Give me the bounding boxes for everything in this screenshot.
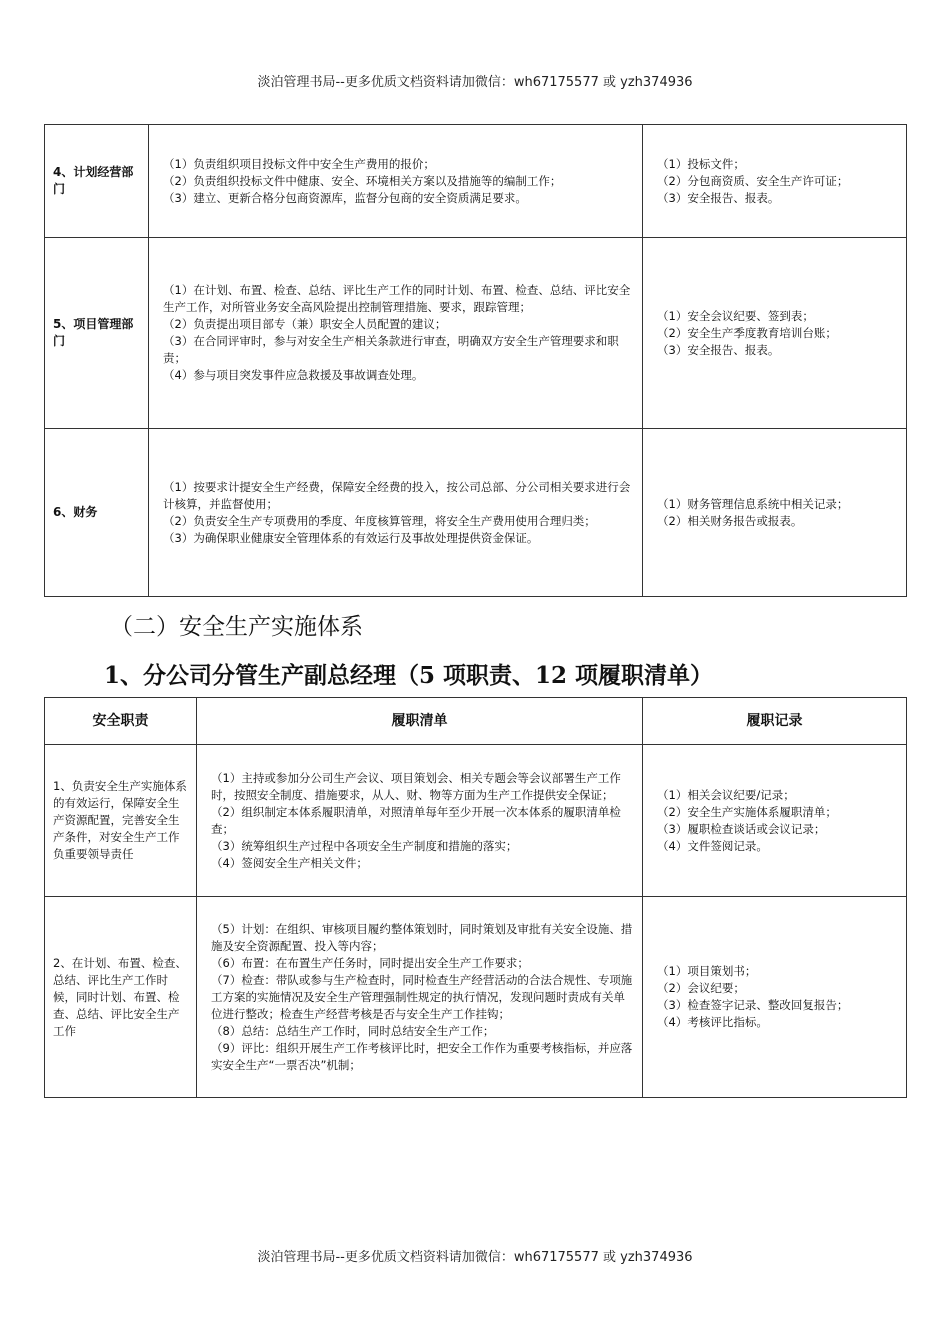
list-item: （3）安全报告、报表。 — [657, 342, 780, 357]
responsibility-table-vp-production — [44, 697, 907, 1098]
list-item: （2）负责提出项目部专（兼）职安全人员配置的建议； — [163, 317, 447, 331]
column-header-checklist: 履职清单 — [197, 698, 643, 745]
list-item: （4）文件签阅记录。 — [657, 838, 768, 853]
list-item: （1）投标文件； — [657, 156, 745, 171]
table-row — [45, 897, 907, 1098]
list-item: （1）安全会议纪要、签到表； — [657, 308, 814, 323]
list-item: （2）组织制定本体系履职清单，对照清单每年至少开展一次本体系的履职清单检查； — [211, 804, 621, 836]
table-row — [45, 745, 907, 897]
list-item: （1）主持或参加分公司生产会议、项目策划会、相关专题会等会议部署生产工作时，按照安全制度、措施要求，从人、财、物等方面为生产工作提供安全保证； — [211, 770, 621, 802]
list-item: （3）统筹组织生产过程中各项安全生产制度和措施的落实； — [211, 838, 518, 853]
list-item: （1）财务管理信息系统中相关记录； — [657, 496, 849, 511]
list-item: （1）项目策划书； — [657, 964, 757, 978]
table-row — [45, 238, 907, 429]
responsibility-table-departments — [44, 124, 907, 597]
list-item: （2）分包商资质、安全生产许可证； — [657, 173, 849, 188]
list-item: （4）签阅安全生产相关文件； — [211, 855, 368, 870]
table-row — [45, 429, 907, 597]
duty-list-cell — [149, 125, 643, 238]
list-item: （9）评比：组织开展生产工作考核评比时，把安全工作作为重要考核指标，并应落实安全生产“一票否决”机制； — [211, 1040, 633, 1072]
list-item: （2）负责安全生产专项费用的季度、年度核算管理，将安全生产费用使用合理归类； — [163, 513, 596, 528]
column-header-duty: 安全职责 — [45, 698, 197, 745]
list-item: （3）检查签字记录、整改回复报告； — [657, 998, 849, 1012]
list-item: （2）负责组织投标文件中健康、安全、环境相关方案以及措施等的编制工作； — [163, 173, 562, 188]
list-item: （6）布置：在布置生产任务时，同时提出安全生产工作要求； — [211, 955, 529, 970]
checklist-cell — [197, 745, 643, 897]
record-cell — [643, 745, 907, 897]
list-item: （4）考核评比指标。 — [657, 1015, 768, 1029]
list-item: （3）安全报告、报表。 — [657, 190, 780, 205]
checklist-cell — [197, 897, 643, 1098]
column-header-record: 履职记录 — [643, 698, 907, 745]
record-cell — [643, 897, 907, 1098]
list-item: （3）建立、更新合格分包商资源库，监督分包商的安全资质满足要求。 — [163, 190, 527, 205]
list-item: （2）会议纪要； — [657, 981, 745, 995]
list-item: （1）在计划、布置、检查、总结、评比生产工作的同时计划、布置、检查、总结、评比安全生产工作，对所管业务安全高风险提出控制管理措施、要求，跟踪管理； — [163, 283, 631, 314]
list-item: （7）检查：带队或参与生产检查时，同时检查生产经营活动的合法合规性、专项施工方案的实施情况及安全生产管理强制性规定的执行情况，发现问题时责成有关单位进行整改；检查生产经营考核是否与安全生产工作挂钩； — [211, 972, 633, 1021]
list-item: （3）履职检查谈话或会议记录； — [657, 821, 826, 836]
list-item: （5）计划：在组织、审核项目履约整体策划时，同时策划及审批有关安全设施、措施及安全资源配置、投入等内容； — [211, 921, 633, 953]
table-header-row — [45, 698, 907, 745]
department-cell: 6、财务 — [45, 429, 149, 597]
subsection-title: 1、分公司分管生产副总经理（5 项职责、12 项履职清单） — [104, 662, 714, 689]
table-row — [45, 125, 907, 238]
list-item: （3）在合同评审时，参与对安全生产相关条款进行审查，明确双方安全生产管理要求和职责； — [163, 334, 619, 365]
page-footer: 淡泊管理书局--更多优质文档资料请加微信：wh67175577 或 yzh374936 — [257, 1250, 693, 1265]
department-cell: 5、项目管理部门 — [45, 238, 149, 429]
list-item: （1）相关会议纪要/记录； — [657, 787, 795, 802]
list-item: （2）相关财务报告或报表。 — [657, 513, 803, 528]
section-title: （二）安全生产实施体系 — [110, 614, 363, 640]
department-cell: 4、计划经营部门 — [45, 125, 149, 238]
record-cell — [643, 238, 907, 429]
list-item: （1）负责组织项目投标文件中安全生产费用的报价； — [163, 156, 435, 171]
list-item: （3）为确保职业健康安全管理体系的有效运行及事故处理提供资金保证。 — [163, 530, 539, 545]
duty-list-cell — [149, 238, 643, 429]
list-item: （8）总结：总结生产工作时，同时总结安全生产工作； — [211, 1023, 495, 1038]
list-item: （4）参与项目突发事件应急救援及事故调查处理。 — [163, 368, 424, 382]
record-cell — [643, 429, 907, 597]
duty-cell: 2、在计划、布置、检查、总结、评比生产工作时候，同时计划、布置、检查、总结、评比安全生产工作 — [45, 897, 197, 1098]
page-header: 淡泊管理书局--更多优质文档资料请加微信：wh67175577 或 yzh374936 — [257, 75, 693, 90]
duty-cell: 1、负责安全生产实施体系的有效运行，保障安全生产资源配置，完善安全生产条件，对安全生产工作负重要领导责任 — [45, 745, 197, 897]
record-cell — [643, 125, 907, 238]
list-item: （2）安全生产实施体系履职清单； — [657, 804, 837, 819]
list-item: （1）按要求计提安全生产经费，保障安全经费的投入，按公司总部、分公司相关要求进行会计核算，并监督使用； — [163, 479, 631, 511]
duty-list-cell — [149, 429, 643, 597]
list-item: （2）安全生产季度教育培训台账； — [657, 325, 837, 340]
